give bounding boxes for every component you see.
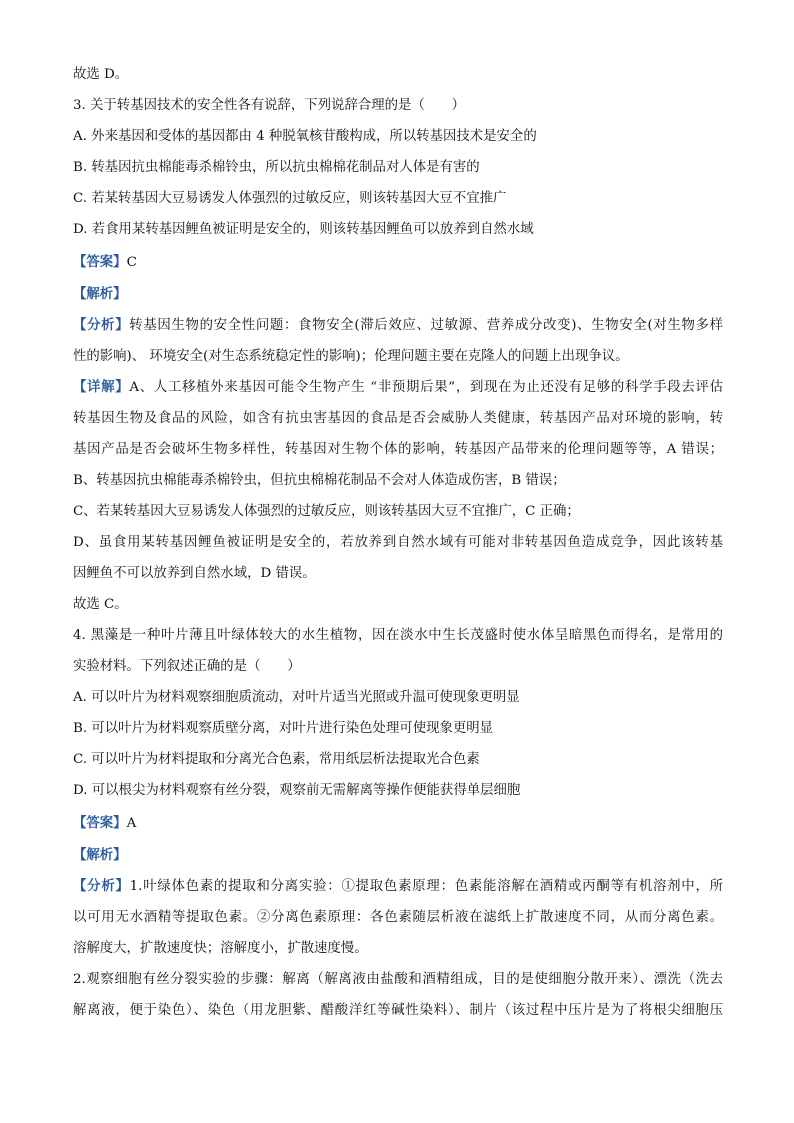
- text-line: 故选 D。: [73, 67, 129, 82]
- analysis-line: 溶解度大，扩散速度快；溶解度小，扩散速度慢。: [73, 941, 368, 956]
- fenxi-tag: 【分析】: [73, 318, 130, 333]
- option-d: D. 可以根尖为材料观察有丝分裂，观察前无需解离等操作便能获得单层细胞: [73, 783, 521, 798]
- analysis-line: 解离液，便于染色）、染色（用龙胆紫、醋酸洋红等碱性染料）、制片（该过程中压片是为了将根尖细胞压: [73, 1003, 723, 1018]
- detail-line: C、若某转基因大豆易诱发人体强烈的过敏反应，则该转基因大豆不宜推广，C 正确；: [73, 504, 580, 519]
- answer-line: 【答案】A: [73, 816, 137, 831]
- text-line: 故选 C。: [73, 597, 128, 612]
- option-b: B. 可以叶片为材料观察质壁分离，对叶片进行染色处理可使现象更明显: [73, 721, 494, 736]
- analysis-tag: 【解析】: [73, 848, 127, 863]
- question-4-stem: 实验材料。下列叙述正确的是（ ）: [73, 659, 301, 674]
- option-a: A. 外来基因和受体的基因都由 4 种脱氧核苷酸构成，所以转基因技术是安全的: [73, 129, 537, 144]
- detail-line: 转基因生物及食品的风险，如含有抗虫害基因的食品是否会威胁人类健康，转基因产品对环境的影响，转: [73, 411, 723, 426]
- analysis-line: 【分析】转基因生物的安全性问题：食物安全(滞后效应、过敏源、营养成分改变)、生物安全(对生物多样: [73, 318, 723, 333]
- analysis-line: 【分析】1.叶绿体色素的提取和分离实验：①提取色素原理：色素能溶解在酒精或丙酮等有机溶剂中，所: [73, 879, 724, 894]
- question-4-stem: 4. 黑藻是一种叶片薄且叶绿体较大的水生植物，因在淡水中生长茂盛时使水体呈暗黑色而得名，是常用的: [73, 628, 723, 643]
- answer-line: 【答案】C: [73, 255, 137, 270]
- detail-line: B、转基因抗虫棉能毒杀棉铃虫，但抗虫棉棉花制品不会对人体造成伤害，B 错误；: [73, 473, 566, 488]
- detail-line: 【详解】A、人工移植外来基因可能令生物产生 “非预期后果”，到现在为止还没有足够的科学手段去评估: [73, 380, 723, 395]
- analysis-line: 2.观察细胞有丝分裂实验的步骤：解离（解离液由盐酸和酒精组成，目的是使细胞分散开来）、漂洗（洗去: [73, 972, 723, 987]
- answer-tag: 【答案】: [73, 816, 127, 831]
- option-b: B. 转基因抗虫棉能毒杀棉铃虫，所以抗虫棉棉花制品对人体是有害的: [73, 160, 480, 175]
- detail-line: 因鲤鱼不可以放养到自然水域，D 错误。: [73, 566, 316, 581]
- answer-tag: 【答案】: [73, 255, 127, 270]
- detail-line: D、虽食用某转基因鲤鱼被证明是安全的，若放养到自然水域有可能对非转基因鱼造成竞争，因此该转基: [73, 535, 723, 550]
- detail-line: 基因产品是否会破坏生物多样性，转基因对生物个体的影响，转基因产品带来的伦理问题等等，A 错误；: [73, 442, 723, 457]
- question-3-stem: 3. 关于转基因技术的安全性各有说辞，下列说辞合理的是（ ）: [73, 98, 465, 113]
- option-c: C. 若某转基因大豆易诱发人体强烈的过敏反应，则该转基因大豆不宜推广: [73, 191, 507, 206]
- analysis-tag: 【解析】: [73, 287, 127, 302]
- analysis-line: 以可用无水酒精等提取色素。②分离色素原理：各色素随层析液在滤纸上扩散速度不同，从而分离色素。: [73, 910, 723, 925]
- option-c: C. 可以叶片为材料提取和分离光合色素，常用纸层析法提取光合色素: [73, 752, 480, 767]
- analysis-heading: [73, 847, 127, 865]
- analysis-line: 性的影响)、 环境安全(对生态系统稳定性的影响)；伦理问题主要在克隆人的问题上出现争议。: [73, 349, 629, 364]
- option-a: A. 可以叶片为材料观察细胞质流动，对叶片适当光照或升温可使现象更明显: [73, 690, 520, 705]
- option-d: D. 若食用某转基因鲤鱼被证明是安全的，则该转基因鲤鱼可以放养到自然水域: [73, 222, 534, 237]
- analysis-heading: [73, 286, 127, 304]
- detail-tag: 【详解】: [73, 380, 130, 395]
- fenxi-tag: 【分析】: [73, 879, 130, 894]
